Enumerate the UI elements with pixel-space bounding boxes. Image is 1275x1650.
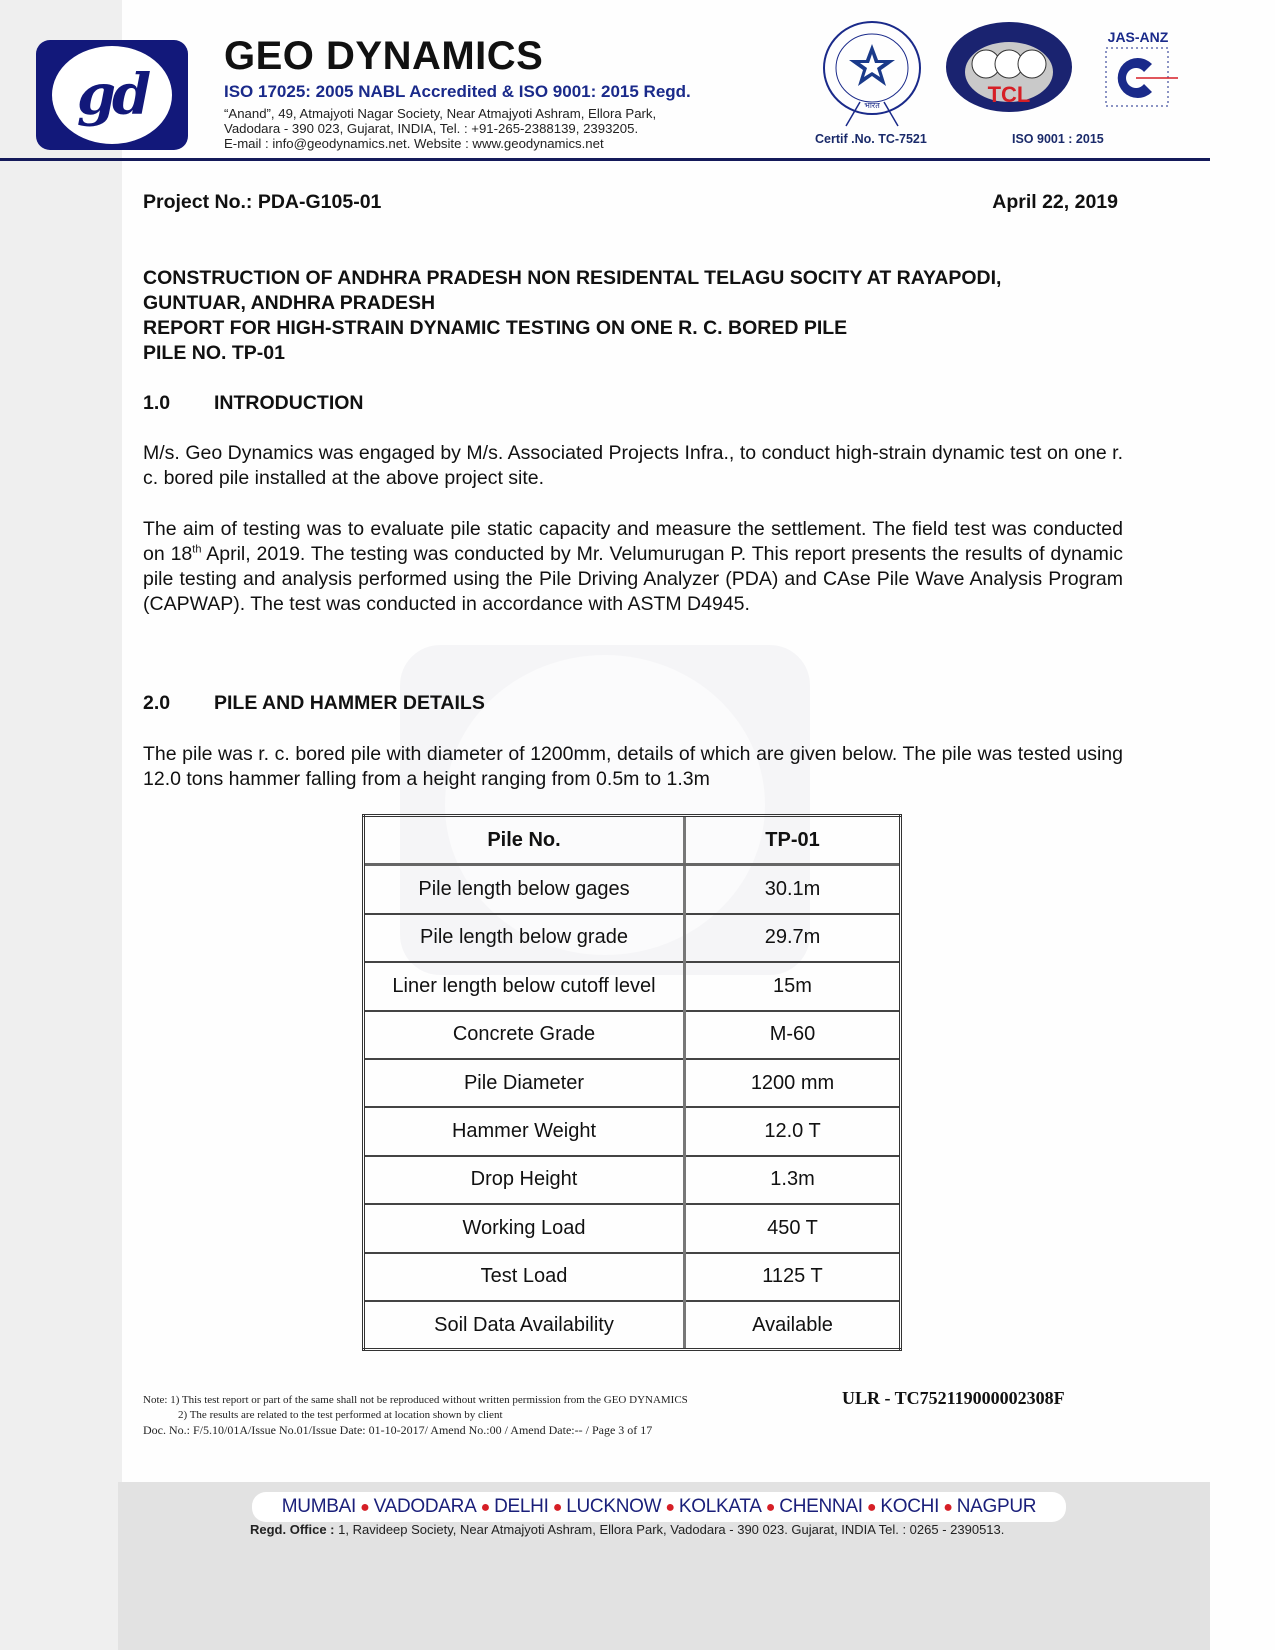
table-row: [364, 1107, 901, 1155]
bullet-separator: ●: [862, 1499, 881, 1516]
table-row: [364, 1156, 901, 1204]
value-cell: 29.7m: [685, 914, 901, 962]
parameter-cell: Liner length below cutoff level: [364, 962, 685, 1010]
table-row: [364, 1204, 901, 1252]
parameter-cell: Drop Height: [364, 1156, 685, 1204]
header-divider: [0, 158, 1210, 161]
svg-text:TCL: TCL: [987, 82, 1031, 107]
value-cell: 12.0 T: [685, 1107, 901, 1155]
table-header-row: [364, 816, 901, 865]
title-line: GUNTUAR, ANDHRA PRADESH: [143, 292, 436, 314]
bullet-separator: ●: [939, 1499, 957, 1516]
bullet-separator: ●: [661, 1499, 679, 1516]
section-number: 1.0: [143, 392, 171, 414]
title-line: CONSTRUCTION OF ANDHRA PRADESH NON RESIDENTAL TELAGU SOCITY AT RAYAPODI,: [143, 267, 1002, 289]
note-2: 2) The results are related to the test performed at location shown by client: [178, 1409, 503, 1421]
table-row: [364, 1011, 901, 1059]
pile-details-table: [362, 814, 902, 1351]
section-title: PILE AND HAMMER DETAILS: [214, 692, 485, 714]
city-name: DELHI: [494, 1496, 549, 1517]
page-footer: [118, 1482, 1210, 1650]
project-number: Project No.: PDA-G105-01: [143, 191, 382, 213]
city-name: CHENNAI: [779, 1496, 863, 1517]
city-name: KOLKATA: [678, 1496, 762, 1517]
parameter-cell: Pile length below gages: [364, 865, 685, 914]
title-line: PILE NO. TP-01: [143, 342, 285, 364]
value-cell: 1200 mm: [685, 1059, 901, 1107]
regd-label: Regd. Office :: [250, 1522, 335, 1537]
para-text: April, 2019. The testing was conducted by Mr. Velumurugan P. This report presents the results of dynamic pile testing and analysis performed using the Pile Driving Analyzer (PDA) and CAse Pile Wave Analysis Program (CAPWAP). The test was conducted in accordance with ASTM D4945.: [143, 543, 1123, 615]
parameter-cell: Working Load: [364, 1204, 685, 1252]
value-cell: 450 T: [685, 1204, 901, 1252]
geo-dynamics-logo: [36, 40, 188, 150]
jas-anz-icon: [1098, 30, 1178, 114]
company-name: GEO DYNAMICS: [224, 34, 544, 78]
logo-text: gd: [76, 62, 148, 128]
para-text: The aim of testing was to evaluate pile static capacity and measure the settlement. The field test was conducted on 18: [143, 518, 1123, 565]
value-cell: 1125 T: [685, 1253, 901, 1301]
document-number: Doc. No.: F/5.10/01A/Issue No.01/Issue Date: 01-10-2017/ Amend No.:00 / Amend Date:-- / Page 3 of 17: [143, 1423, 653, 1437]
parameter-cell: Test Load: [364, 1253, 685, 1301]
report-notes: [143, 1393, 688, 1438]
company-address: [224, 106, 729, 151]
city-name: LUCKNOW: [566, 1496, 662, 1517]
title-line: REPORT FOR HIGH-STRAIN DYNAMIC TESTING ON ONE R. C. BORED PILE: [143, 317, 848, 339]
parameter-cell: Hammer Weight: [364, 1107, 685, 1155]
report-title: [143, 266, 1123, 366]
pile-details-paragraph: The pile was r. c. bored pile with diameter of 1200mm, details of which are given below. The pile was tested using 12.0 tons hammer falling from a height ranging from 0.5m to 1.3m: [143, 743, 1123, 790]
ordinal-suffix: th: [192, 543, 202, 556]
city-name: NAGPUR: [956, 1496, 1037, 1517]
letterhead: [0, 0, 1275, 168]
table-row: [364, 914, 901, 962]
parameter-cell: Soil Data Availability: [364, 1301, 685, 1350]
value-cell: 1.3m: [685, 1156, 901, 1204]
regd-address: 1, Ravideep Society, Near Atmajyoti Ashram, Ellora Park, Vadodara - 390 023. Gujarat, INDIA Tel. : 0265 - 2390513.: [334, 1522, 1005, 1537]
certificate-number: Certif .No. TC-7521: [815, 132, 927, 146]
intro-paragraph-2: [143, 517, 1123, 617]
intro-paragraph-1: M/s. Geo Dynamics was engaged by M/s. Associated Projects Infra., to conduct high-strain dynamic test on one r. c. bored pile installed at the above project site.: [143, 442, 1123, 489]
registered-office: [250, 1522, 1004, 1537]
value-cell: Available: [685, 1301, 901, 1350]
table-row: [364, 1059, 901, 1107]
svg-text:भारत: भारत: [864, 101, 880, 110]
table-row: [364, 1253, 901, 1301]
value-cell: 30.1m: [685, 865, 901, 914]
city-name: MUMBAI: [281, 1496, 356, 1517]
bullet-separator: ●: [548, 1499, 567, 1516]
header-cell: Pile No.: [364, 816, 685, 865]
section-title: INTRODUCTION: [214, 392, 364, 414]
bullet-separator: ●: [355, 1499, 374, 1516]
nabl-seal-icon: [820, 18, 924, 130]
iso-certificate: ISO 9001 : 2015: [1012, 132, 1104, 146]
value-cell: M-60: [685, 1011, 901, 1059]
bullet-separator: ●: [476, 1499, 495, 1516]
table-row: [364, 865, 901, 914]
section-number: 2.0: [143, 692, 171, 714]
branch-cities: [252, 1492, 1066, 1522]
svg-text:JAS-ANZ: JAS-ANZ: [1107, 30, 1169, 45]
section-heading-introduction: [143, 392, 364, 415]
report-date: April 22, 2019: [992, 191, 1118, 213]
header-cell: TP-01: [685, 816, 901, 865]
address-line: Vadodara - 390 023, Gujarat, INDIA, Tel. : +91-265-2388139, 2393205.: [224, 121, 639, 136]
accreditation-line: ISO 17025: 2005 NABL Accredited & ISO 9001: 2015 Regd.: [224, 82, 691, 101]
section-heading-pile-hammer: [143, 692, 485, 715]
address-line: “Anand”, 49, Atmajyoti Nagar Society, Near Atmajyoti Ashram, Ellora Park,: [224, 106, 657, 121]
ulr-number: ULR - TC752119000002308F: [842, 1388, 1065, 1408]
table-row: [364, 962, 901, 1010]
bullet-separator: ●: [761, 1499, 780, 1516]
tcl-certification-icon: [944, 20, 1074, 114]
value-cell: 15m: [685, 962, 901, 1010]
city-name: KOCHI: [880, 1496, 940, 1517]
parameter-cell: Concrete Grade: [364, 1011, 685, 1059]
city-name: VADODARA: [373, 1496, 477, 1517]
table-row: [364, 1301, 901, 1350]
parameter-cell: Pile length below grade: [364, 914, 685, 962]
note-1: Note: 1) This test report or part of the same shall not be reproduced without written permission from the GEO DYNAMICS: [143, 1394, 688, 1406]
address-line: E-mail : info@geodynamics.net. Website : www.geodynamics.net: [224, 136, 604, 151]
parameter-cell: Pile Diameter: [364, 1059, 685, 1107]
